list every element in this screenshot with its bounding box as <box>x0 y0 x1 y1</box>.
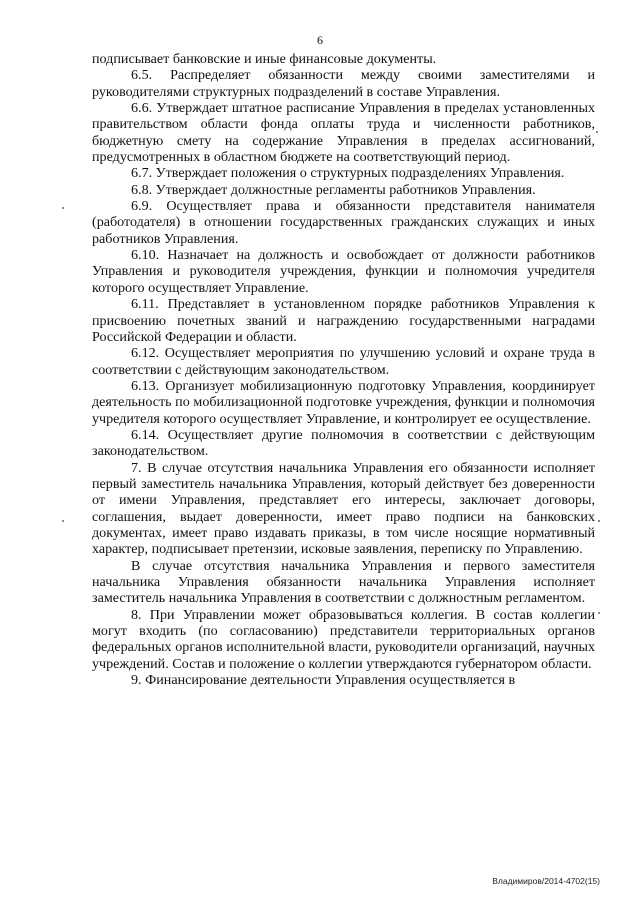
page-number: 6 <box>317 33 323 47</box>
paragraph: 6.7. Утверждает положения о структурных подразделениях Управления. <box>131 165 565 182</box>
paragraph: 6.6. Утверждает штатное расписание Управления в пределах установленных правительством области фонда оплаты труда и численности работников, бюджетную смету на содержание Управления в пределах ассигнований, предусмотренных в областном бюджете на соответствующий период. <box>92 100 595 166</box>
paragraph: 6.12. Осуществляет мероприятия по улучшению условий и охране труда в соответствии с действующим законодательством. <box>92 345 595 378</box>
paragraph: 9. Финансирование деятельности Управления осуществляется в <box>131 672 516 689</box>
document-footer-reference: Владимиров/2014-4702(15) <box>492 876 600 886</box>
paragraph: В случае отсутствия начальника Управления и первого заместителя начальника Управления обязанности начальника Управления исполняет заместитель начальника Управления в соответствии с должностным регламентом. <box>92 557 595 607</box>
paragraph: 6.8. Утверждает должностные регламенты работников Управления. <box>131 181 536 198</box>
paragraph: 6.11. Представляет в установленном порядке работников Управления к присвоению почетных званий и награждению государственными наградами Российской Федерации и области. <box>92 296 595 345</box>
scan-speck <box>598 520 600 522</box>
paragraph: 7. В случае отсутствия начальника Управления его обязанности исполняет первый заместитель начальника Управления, который действует без доверенности от имени Управления, представляет его интересы, заключает договоры, соглашения, выдает доверенности, имеет право подписи на банковских документах, имеет право издавать приказы, в том числе носящие нормативный характер, подписывает претензии, исковые заявления, переписку по Управлению. <box>92 459 595 558</box>
paragraph: 6.14. Осуществляет другие полномочия в соответствии с действующим законодательством. <box>92 426 595 460</box>
scan-speck <box>598 612 600 614</box>
paragraph: 6.9. Осуществляет права и обязанности представителя нанимателя (работодателя) в отношении государственных гражданских служащих и иных работников Управления. <box>92 198 595 247</box>
paragraph: 6.13. Организует мобилизационную подготовку Управления, координирует деятельность по мобилизационной подготовке учреждения, функции и полномочия учредителя которого осуществляет Управление, и контролирует ее осуществление. <box>92 377 595 427</box>
paragraph: 8. При Управлении может образовываться коллегия. В состав коллегии могут входить (по согласованию) представители территориальных органов федеральных органов исполнительной власти, руководители организаций, научных учреждений. Состав и положение о коллегии утверждаются губернатором области. <box>92 606 595 672</box>
paragraph: 6.10. Назначает на должность и освобождает от должности работников Управления и руководителя учреждения, функции и полномочия учредителя которого осуществляет Управление. <box>92 247 595 296</box>
paragraph: подписывает банковские и иные финансовые документы. <box>92 51 437 67</box>
scan-speck <box>596 131 598 133</box>
scan-speck <box>62 520 64 522</box>
document-body <box>92 51 595 688</box>
paragraph: 6.5. Распределяет обязанности между своими заместителями и руководителями структурных подразделений в составе Управления. <box>92 67 595 100</box>
scan-speck <box>62 207 64 209</box>
